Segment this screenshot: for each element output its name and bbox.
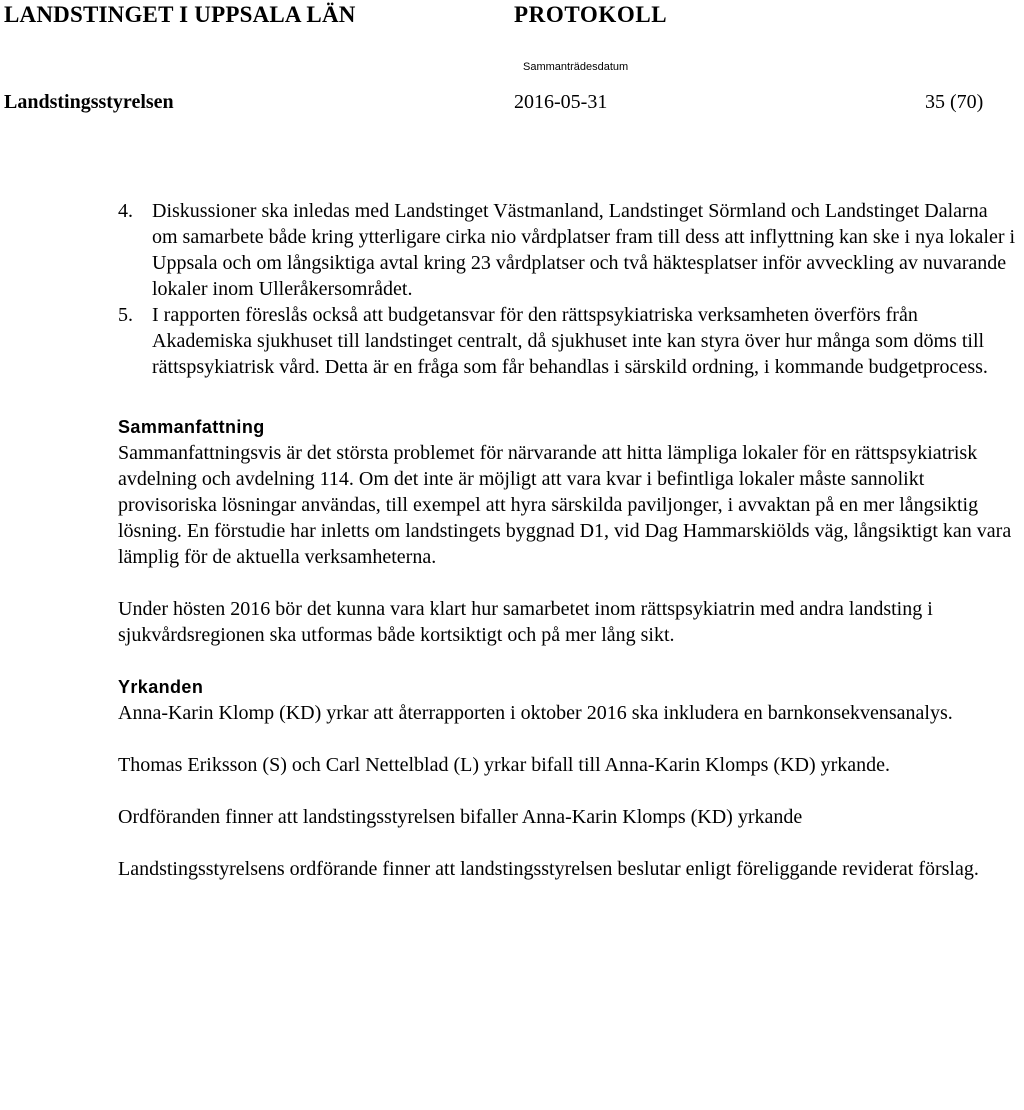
claims-heading: Yrkanden	[118, 677, 204, 697]
claims-paragraph: Thomas Eriksson (S) och Carl Nettelblad (L) yrkar bifall till Anna-Karin Klomps (KD) yrkande.	[118, 754, 891, 776]
list-item-number: 4.	[118, 200, 133, 222]
claims-paragraph: Anna-Karin Klomp (KD) yrkar att återrapporten i oktober 2016 ska inkludera en barnkonsekvensanalys.	[118, 702, 953, 724]
summary-heading: Sammanfattning	[118, 417, 265, 437]
summary-paragraph: Under hösten 2016 bör det kunna vara klart hur samarbetet inom rättspsykiatrin med andra landsting i sjukvårdsregionen ska utformas både kortsiktigt och på mer lång sikt.	[118, 598, 933, 646]
claims-paragraph: Landstingsstyrelsens ordförande finner att landstingsstyrelsen beslutar enligt föreliggande reviderat förslag.	[118, 858, 979, 880]
date-label: Sammanträdesdatum	[523, 61, 629, 73]
page-number: 35 (70)	[925, 91, 984, 113]
board-name: Landstingsstyrelsen	[4, 91, 174, 113]
summary-paragraph: Sammanfattningsvis är det största problemet för närvarande att hitta lämpliga lokaler för en rättspsykiatrisk avdelning och avdelning 114. Om det inte är möjligt att vara kvar i befintliga lokaler måste sannolikt provisoriska lösningar användas, till exempel att hyra särskilda paviljonger, i avvaktan på en mer långsiktig lösning. En förstudie har inletts om landstingets byggnad D1, vid Dag Hammarskiölds väg, långsiktigt kan vara lämplig för de aktuella verksamheterna.	[118, 442, 1012, 568]
list-item	[118, 302, 1018, 380]
numbered-list	[118, 198, 1018, 380]
list-item-text: Diskussioner ska inledas med Landstinget Västmanland, Landstinget Sörmland och Landstinget Dalarna om samarbete både kring ytterligare cirka nio vårdplatser fram till dess att inflyttning kan ske i nya lokaler i Uppsala och om långsiktiga avtal kring 23 vårdplatser och två häktesplatser inför avveckling av nuvarande lokaler inom Ulleråkersområdet.	[152, 200, 1016, 300]
list-item-text: I rapporten föreslås också att budgetansvar för den rättspsykiatriska verksamheten överförs från Akademiska sjukhuset till landstinget centralt, då sjukhuset inte kan styra över hur många som döms till rättspsykiatrisk vård. Detta är en fråga som får behandlas i särskild ordning, i kommande budgetprocess.	[152, 304, 988, 378]
document-body	[118, 198, 1018, 882]
organization-name: LANDSTINGET I UPPSALA LÄN	[4, 2, 356, 27]
meeting-date: 2016-05-31	[514, 91, 608, 113]
document-type: PROTOKOLL	[514, 2, 668, 27]
list-item	[118, 198, 1018, 302]
claims-paragraph: Ordföranden finner att landstingsstyrelsen bifaller Anna-Karin Klomps (KD) yrkande	[118, 806, 803, 828]
list-item-number: 5.	[118, 304, 133, 326]
